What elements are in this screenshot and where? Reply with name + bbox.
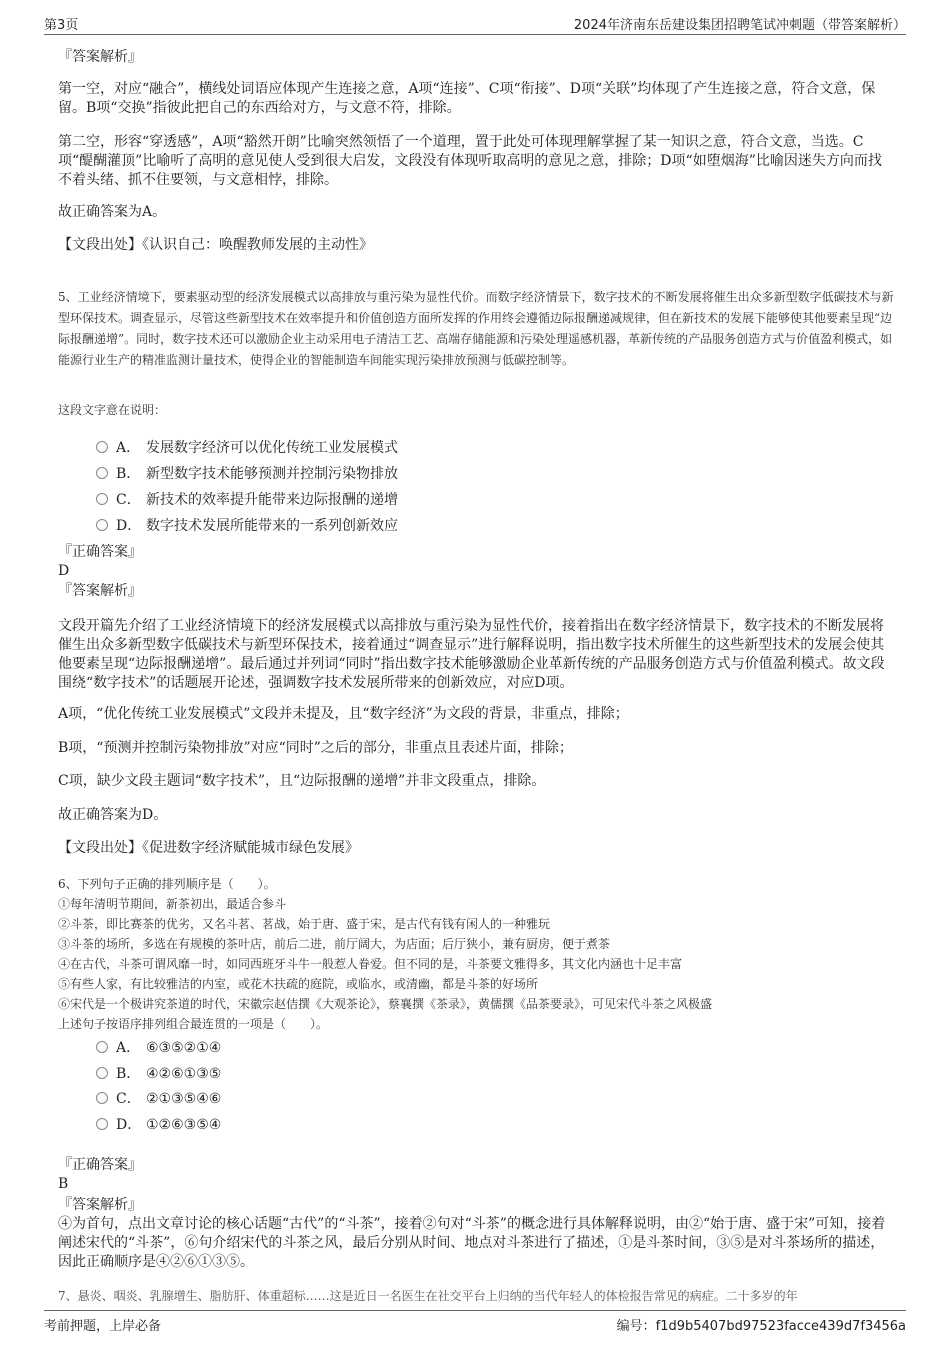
q5-conclusion: 故正确答案为D。 [58,807,168,823]
q6-stem: 6、下列句子正确的排列顺序是（ ）。 [58,877,276,891]
q5-stem: 5、工业经济情境下，要素驱动型的经济发展模式以高排放与重污染为显性代价。而数字经济情景下，数字技术的不断发展将催生出众多新型数字低碳技术与新型环保技术。调查显示，尽管这些新型技术在效率提升和价值创造方面所发挥的作用终会遵循边际报酬递减规律，但在新技术的发展下能够使其他要素呈现“边际报酬递增”。同时，数字技术还可以激励企业主动采用电子清洁工艺、高端存储能源和污染处理遥感机器，革新传统的产品服务创造方式与价值盈利模式，如能源行业生产的精准监测计量技术，使得企业的智能制造车间能实现污染排放预测与低碳控制等。 [58,290,894,367]
radio-icon[interactable] [96,1041,108,1053]
q5-option-c[interactable]: C． 新技术的效率提升能带来边际报酬的递增 [96,490,398,510]
q5-analysis-option-b: B项，“预测并控制污染物排放”对应“同时”之后的部分，非重点且表述片面，排除； [58,740,573,756]
q5-question: 这段文字意在说明： [58,403,167,417]
q6-answer-label: 『正确答案』 [58,1157,142,1173]
page-footer [44,1310,906,1336]
q6-analysis-label: 『答案解析』 [58,1197,142,1213]
q6-sentence-6: ⑥宋代是一个极讲究茶道的时代，宋徽宗赵佶撰《大观茶论》，蔡襄撰《茶录》，黄儒撰《品茶要录》，可见宋代斗茶之风极盛 [58,997,713,1011]
radio-icon[interactable] [96,1118,108,1130]
q6-analysis: ④为首句，点出文章讨论的核心话题“古代”的“斗茶”，接着②句对“斗茶”的概念进行具体解释说明，由②“始于唐、盛于宋”可知，接着阐述宋代的“斗茶”，⑥句介绍宋代的斗茶之风，最后分别从时间、地点对斗茶进行了描述，①是斗茶时间，③⑤是对斗茶场所的描述，因此正确顺序是④②⑥①③⑤。 [58,1216,886,1270]
q5-answer: D [58,563,70,579]
page-number: 第3页 [44,18,79,33]
q5-option-d[interactable]: D． 数字技术发展所能带来的一系列创新效应 [96,516,398,536]
q4-conclusion: 故正确答案为A。 [58,204,167,220]
radio-icon[interactable] [96,467,108,479]
q6-sentence-1: ①每年清明节期间，新茶初出，最适合参斗 [58,897,287,911]
q5-analysis-option-c: C项，缺少文段主题词“数字技术”，且“边际报酬的递增”并非文段重点，排除。 [58,773,546,789]
footer-slogan: 考前押题，上岸必备 [44,1319,162,1334]
q6-sentence-4: ④在古代，斗茶可谓风靡一时，如同西班牙斗牛一般惹人眷爱。但不同的是，斗茶要文雅得多，其文化内涵也十足丰富 [58,957,683,971]
q6-question: 上述句子按语序排列组合最连贯的一项是（ ）。 [58,1017,329,1031]
q4-analysis-label: 『答案解析』 [58,49,142,65]
q6-answer: B [58,1176,69,1192]
radio-icon[interactable] [96,441,108,453]
q6-option-a[interactable]: A． ⑥③⑤②①④ [96,1038,221,1058]
q6-option-b[interactable]: B． ④②⑥①③⑤ [96,1064,221,1084]
q4-source: 【文段出处】《认识自己：唤醒教师发展的主动性》 [58,237,373,253]
q7-stem-partial: 7、悬炎、咽炎、乳腺增生、脂肪肝、体重超标……这是近日一名医生在社交平台上归纳的当代年轻人的体检报告常见的病症。二十多岁的年 [58,1289,798,1303]
q4-analysis-para1: 第一空，对应“融合”，横线处词语应体现产生连接之意，A项“连接”、C项“衔接”、D项“关联”均体现了产生连接之意，符合文意，保留。B项“交换”指彼此把自己的东西给对方，与文意不符，排除。 [58,81,876,116]
radio-icon[interactable] [96,493,108,505]
footer-code: 编号：f1d9b5407bd97523facce439d7f3456a [616,1319,906,1334]
q5-answer-label: 『正确答案』 [58,544,142,560]
q5-analysis-para1: 文段开篇先介绍了工业经济情境下的经济发展模式以高排放与重污染为显性代价，接着指出在数字经济情景下，数字技术的不断发展将催生出众多新型数字低碳技术与新型环保技术，接着通过“调查显示”进行解释说明，指出数字技术所催生的这些新型技术的发展会使其他要素呈现“边际报酬递增”。最后通过并列词“同时”指出数字技术能够激励企业革新传统的产品服务创造方式与价值盈利模式。故文段围绕“数字技术”的话题展开论述，强调数字技术发展所带来的创新效应，对应D项。 [58,618,885,691]
radio-icon[interactable] [96,1067,108,1079]
q6-option-c[interactable]: C． ②①③⑤④⑥ [96,1089,221,1109]
q5-option-b[interactable]: B． 新型数字技术能够预测并控制污染物排放 [96,464,398,484]
q5-analysis-label: 『答案解析』 [58,583,142,599]
document-title: 2024年济南东岳建设集团招聘笔试冲刺题（带答案解析） [573,18,906,33]
q5-source: 【文段出处】《促进数字经济赋能城市绿色发展》 [58,840,359,856]
q6-sentence-3: ③斗茶的场所，多选在有规模的茶叶店，前后二进，前厅阔大，为店面；后厅狭小，兼有厨房，便于煮茶 [58,937,611,951]
q6-sentence-5: ⑤有些人家，有比较雅洁的内室，或花木扶疏的庭院，或临水，或清幽，都是斗茶的好场所 [58,977,539,991]
q4-analysis-para2: 第二空，形容“穿透感”，A项“豁然开朗”比喻突然领悟了一个道理，置于此处可体现理解掌握了某一知识之意，符合文意，当选。C项“醍醐灌顶”比喻听了高明的意见使人受到很大启发，文段没有体现听取高明的意见之意，排除；D项“如堕烟海”比喻因迷失方向而找不着头绪、抓不住要领，与文意相悖，排除。 [58,134,882,188]
page-header [44,14,906,35]
q6-option-d[interactable]: D． ①②⑥③⑤④ [96,1115,221,1135]
radio-icon[interactable] [96,519,108,531]
q5-analysis-option-a: A项，“优化传统工业发展模式”文段并未提及，且“数字经济”为文段的背景，非重点，排除； [58,706,629,722]
radio-icon[interactable] [96,1092,108,1104]
q5-option-a[interactable]: A． 发展数字经济可以优化传统工业发展模式 [96,438,398,458]
q6-sentence-2: ②斗茶，即比赛茶的优劣，又名斗茗、茗战，始于唐、盛于宋，是古代有钱有闲人的一种雅玩 [58,917,551,931]
